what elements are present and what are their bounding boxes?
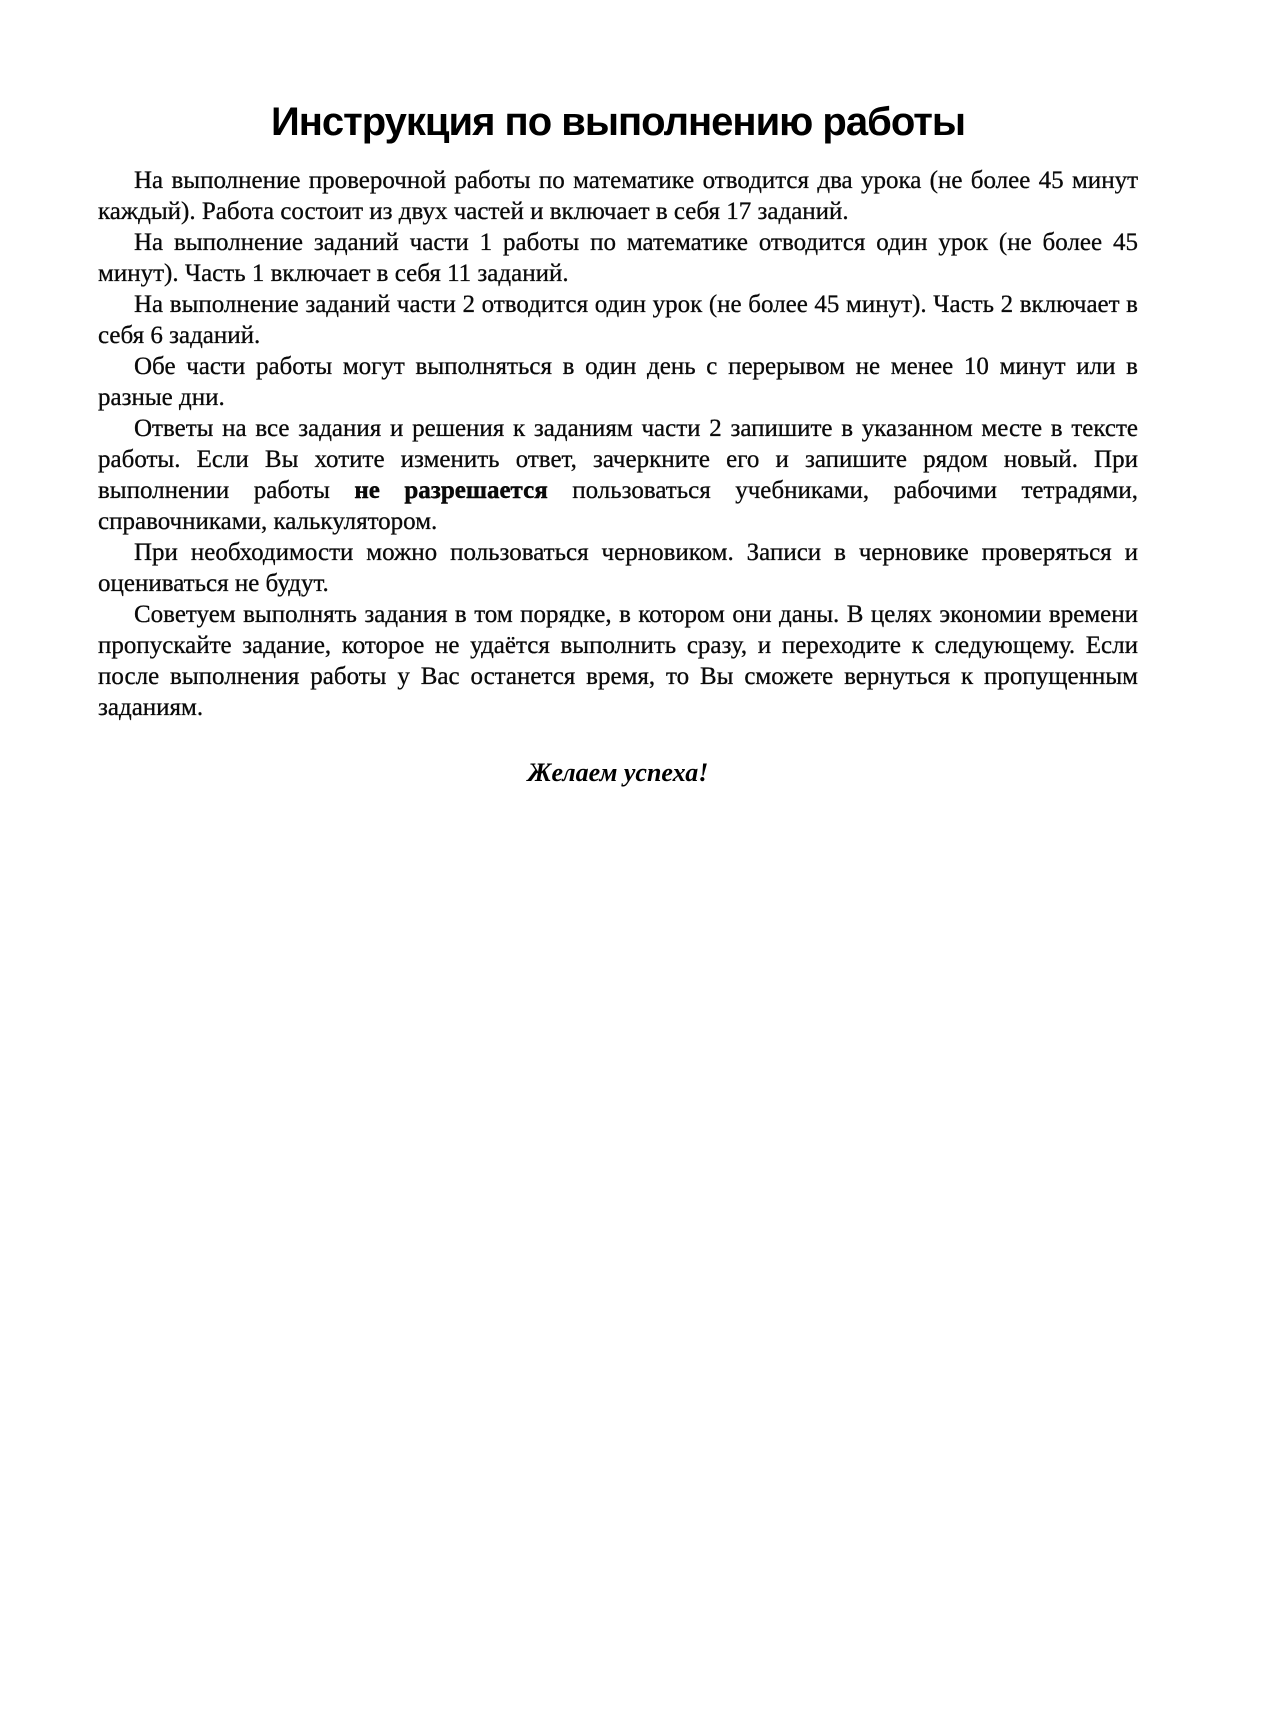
- page-title: Инструкция по выполнению работы: [270, 100, 966, 144]
- text-segment: пользоваться учебниками, рабочими тетрадями, справочниками, калькулятором.: [98, 477, 1138, 535]
- text-segment: Ответы на все задания и решения к заданиям части 2 запишите в указанном месте в тексте работы. Если Вы хотите изменить ответ, зачеркните его и запишите рядом новый. При выполнении работы: [98, 415, 1138, 504]
- text-segment: При необходимости можно пользоваться черновиком. Записи в черновике проверяться и оцениваться не будут.: [98, 539, 1138, 597]
- text-column: [98, 0, 1138, 789]
- instructions-body: [98, 165, 1138, 723]
- text-segment: На выполнение заданий части 2 отводится один урок (не более 45 минут). Часть 2 включает в себя 6 заданий.: [98, 291, 1138, 349]
- text-segment: Советуем выполнять задания в том порядке, в котором они даны. В целях экономии времени пропускайте задание, которое не удаётся выполнить сразу, и переходите к следующему. Если после выполнения работы у Вас останется время, то Вы сможете вернуться к пропущенным заданиям.: [98, 601, 1138, 721]
- text-segment: На выполнение проверочной работы по математике отводится два урока (не более 45 минут каждый). Работа состоит из двух частей и включает в себя 17 заданий.: [98, 167, 1138, 225]
- paragraph: [98, 227, 1138, 289]
- paragraph: [98, 351, 1138, 413]
- closing-wish: Желаем успеха!: [527, 758, 709, 787]
- text-segment: На выполнение заданий части 1 работы по математике отводится один урок (не более 45 минут). Часть 1 включает в себя 11 заданий.: [98, 229, 1138, 287]
- text-segment: Обе части работы могут выполняться в один день с перерывом не менее 10 минут или в разные дни.: [98, 353, 1138, 411]
- paragraph: [98, 413, 1138, 537]
- paragraph: [98, 289, 1138, 351]
- paragraph: [98, 599, 1138, 723]
- paragraph: [98, 165, 1138, 227]
- emphasis-bold: не разрешается: [354, 477, 548, 504]
- paragraph: [98, 537, 1138, 599]
